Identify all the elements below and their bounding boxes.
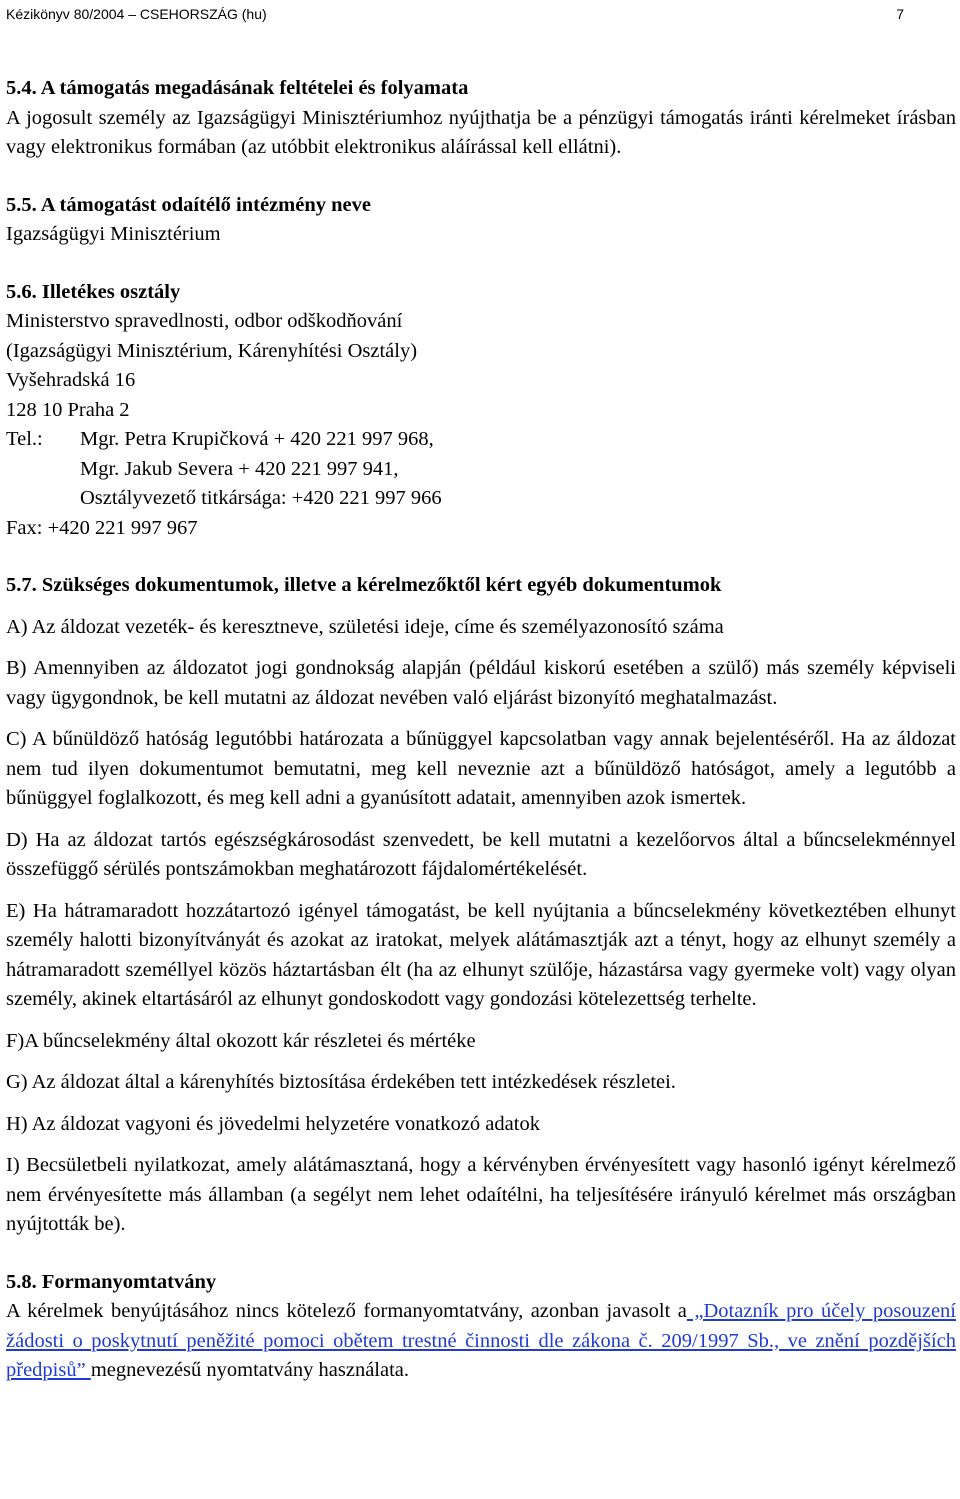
paragraph: Igazságügyi Minisztérium: [6, 223, 221, 245]
section-heading: 5.5. A támogatást odaítélő intézmény neve: [6, 193, 371, 216]
header-source: Kézikönyv 80/2004 – CSEHORSZÁG (hu): [6, 6, 267, 22]
address-line: (Igazságügyi Minisztérium, Kárenyhítési Osztály): [6, 339, 418, 362]
section-5-5: [6, 191, 956, 250]
list-item: E) Ha hátramaradott hozzátartozó igényel támogatást, be kell nyújtania a bűncselekmény következtében elhunyt személy halotti bizonyítványát és azokat az iratokat, melyek alátámasztják azt a tényt, hogy az elhunyt személy a hátramaradott személlyel közös háztartásban élt (ha az elhunyt szülője, házastársa vagy gyermeke volt) vagy olyan személy, akinek eltartásáról az elhunyt gondoskodott vagy gondozási kötelezettség terhelte.: [6, 899, 956, 1010]
form-link[interactable]: „Dotazník pro účely posouzení žádosti o poskytnutí peněžité pomoci obětem trestné činnosti dle zákona č. 209/1997 Sb., ve znění pozdějších předpisů”: [6, 1300, 956, 1381]
phone-row: [6, 425, 956, 455]
list-item: I) Becsületbeli nyilatkozat, amely alátámasztaná, hogy a kérvényben érvényesített vagy hasonló igényt kérelmező nem érvényesítette más államban (a segélyt nem lehet odaítélni, ha teljesítésére irányuló kérelmet más országban nyújtották be).: [6, 1154, 956, 1235]
fax-line: Fax: +420 221 997 967: [6, 516, 198, 539]
paragraph: A jogosult személy az Igazságügyi Minisztériumhoz nyújthatja be a pénzügyi támogatás iránti kérelmeket írásban vagy elektronikus formában (az utóbbit elektronikus aláírással kell ellátni).: [6, 106, 956, 158]
section-5-6: [6, 278, 956, 544]
section-5-4: [6, 74, 956, 163]
paragraph: [6, 1297, 956, 1386]
phone-entry: Osztályvezető titkársága: +420 221 997 966: [80, 487, 442, 509]
list-item: G) Az áldozat által a kárenyhítés biztosítása érdekében tett intézkedések részletei.: [6, 1071, 676, 1093]
paragraph-text: A kérelmek benyújtásához nincs kötelező formanyomtatvány, azonban javasolt a: [6, 1300, 687, 1322]
section-heading: 5.8. Formanyomtatvány: [6, 1270, 217, 1293]
section-5-7: [6, 571, 956, 1240]
list-item: H) Az áldozat vagyoni és jövedelmi helyzetére vonatkozó adatok: [6, 1112, 540, 1135]
list-item: F)A bűncselekmény által okozott kár részletei és mértéke: [6, 1029, 476, 1052]
page-number: 7: [896, 6, 904, 22]
phone-entry: Mgr. Jakub Severa + 420 221 997 941,: [80, 457, 399, 480]
list-item: C) A bűnüldöző hatóság legutóbbi határozata a bűnüggyel kapcsolatban vagy annak bejelentéséről. Ha az áldozat nem tud ilyen dokumentumot bemutatni, meg kell neveznie azt a bűnüldöző hatóságot, amely a legutóbb a bűnüggyel foglalkozott, és meg kell adni a gyanúsított adatait, amennyiben azok ismertek.: [6, 728, 956, 809]
page-header: [6, 5, 904, 23]
address-line: Ministerstvo spravedlnosti, odbor odškodňování: [6, 310, 403, 332]
phone-label: Tel.:: [6, 428, 43, 450]
section-heading: 5.6. Illetékes osztály: [6, 280, 181, 303]
list-item: D) Ha az áldozat tartós egészségkárosodást szenvedett, be kell mutatni a kezelőorvos által a bűncselekménnyel összefüggő sérülés pontszámokban meghatározott fájdalomértékelését.: [6, 828, 956, 880]
list-item: A) Az áldozat vezeték- és keresztneve, születési ideje, címe és személyazonosító száma: [6, 615, 724, 638]
document-body: [6, 74, 956, 1386]
phone-entry: Mgr. Petra Krupičková + 420 221 997 968,: [80, 428, 434, 450]
section-heading: 5.7. Szükséges dokumentumok, illetve a kérelmezőktől kért egyéb dokumentumok: [6, 574, 722, 596]
address-line: Vyšehradská 16: [6, 369, 136, 391]
paragraph-text: megnevezésű nyomtatvány használata.: [90, 1359, 410, 1381]
list-item: B) Amennyiben az áldozatot jogi gondnokság alapján (például kiskorú esetében a szülő) más személy képviseli vagy ügygondnok, be kell mutatni az áldozat nevében való eljárást bizonyító meghatalmazást.: [6, 657, 956, 709]
section-5-8: [6, 1268, 956, 1386]
address-line: 128 10 Praha 2: [6, 398, 130, 421]
section-heading: 5.4. A támogatás megadásának feltételei és folyamata: [6, 77, 469, 99]
